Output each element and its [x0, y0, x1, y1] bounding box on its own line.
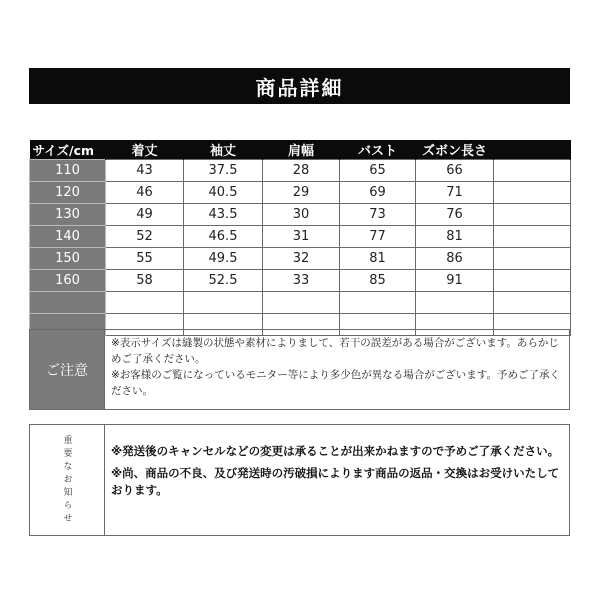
important-notice-label-text: 重要なお知らせ [61, 434, 72, 526]
table-cell: 58 [106, 270, 184, 292]
table-cell: 43.5 [184, 204, 263, 226]
table-cell: 85 [340, 270, 416, 292]
table-cell: 43 [106, 160, 184, 182]
table-cell [494, 226, 571, 248]
table-row [30, 204, 571, 226]
table-cell: 71 [416, 182, 494, 204]
size-cell [30, 292, 106, 314]
table-cell: 30 [263, 204, 340, 226]
note-line: ※お客様のご覧になっているモニター等により多少色が異なる場合がございます。予めご了承ください。 [111, 369, 560, 397]
header-empty [494, 140, 571, 160]
header-size: サイズ/cm [30, 140, 106, 160]
size-cell: 140 [30, 226, 106, 248]
table-cell: 31 [263, 226, 340, 248]
table-cell: 46.5 [184, 226, 263, 248]
table-cell: 69 [340, 182, 416, 204]
table-cell [494, 270, 571, 292]
size-cell: 110 [30, 160, 106, 182]
table-cell: 29 [263, 182, 340, 204]
table-cell: 86 [416, 248, 494, 270]
table-cell [106, 292, 184, 314]
table-cell: 76 [416, 204, 494, 226]
table-cell: 37.5 [184, 160, 263, 182]
table-cell: 55 [106, 248, 184, 270]
important-notice-body [105, 424, 570, 536]
table-row [30, 292, 571, 314]
table-cell [494, 182, 571, 204]
header-shoulder: 肩幅 [263, 140, 340, 160]
table-cell: 32 [263, 248, 340, 270]
notes-body [105, 329, 570, 410]
table-cell [494, 204, 571, 226]
table-cell [184, 292, 263, 314]
notes-label: ご注意 [29, 329, 105, 410]
table-cell: 65 [340, 160, 416, 182]
table-cell: 33 [263, 270, 340, 292]
important-line: ※尚、商品の不良、及び発送時の汚破損によります商品の返品・交換はお受けいたしております。 [111, 466, 560, 497]
table-row [30, 182, 571, 204]
table-cell [494, 160, 571, 182]
table-cell: 73 [340, 204, 416, 226]
size-table-header-row [30, 140, 571, 160]
table-cell: 81 [340, 248, 416, 270]
header-pants-length: ズボン長さ [416, 140, 494, 160]
table-cell [340, 292, 416, 314]
header-length: 着丈 [106, 140, 184, 160]
product-details-title: 商品詳細 [29, 68, 570, 104]
table-row [30, 270, 571, 292]
table-row [30, 248, 571, 270]
table-cell [494, 292, 571, 314]
important-notice-label [29, 424, 105, 536]
table-cell: 52.5 [184, 270, 263, 292]
note-line: ※表示サイズは縫製の状態や素材によりまして、若干の誤差がある場合がございます。あらかじめご了承ください。 [111, 337, 559, 365]
table-cell: 46 [106, 182, 184, 204]
table-cell: 52 [106, 226, 184, 248]
size-cell: 120 [30, 182, 106, 204]
table-cell: 49 [106, 204, 184, 226]
size-table [29, 140, 571, 336]
table-cell: 91 [416, 270, 494, 292]
table-cell [494, 248, 571, 270]
table-cell: 77 [340, 226, 416, 248]
size-cell: 150 [30, 248, 106, 270]
size-cell: 130 [30, 204, 106, 226]
table-row [30, 226, 571, 248]
table-cell: 40.5 [184, 182, 263, 204]
header-bust: バスト [340, 140, 416, 160]
header-sleeve: 袖丈 [184, 140, 263, 160]
important-line: ※発送後のキャンセルなどの変更は承ることが出来かねますので予めご了承ください。 [111, 444, 560, 458]
table-cell [416, 292, 494, 314]
table-cell [263, 292, 340, 314]
table-cell: 49.5 [184, 248, 263, 270]
size-cell: 160 [30, 270, 106, 292]
table-row [30, 160, 571, 182]
table-cell: 28 [263, 160, 340, 182]
table-cell: 81 [416, 226, 494, 248]
table-cell: 66 [416, 160, 494, 182]
